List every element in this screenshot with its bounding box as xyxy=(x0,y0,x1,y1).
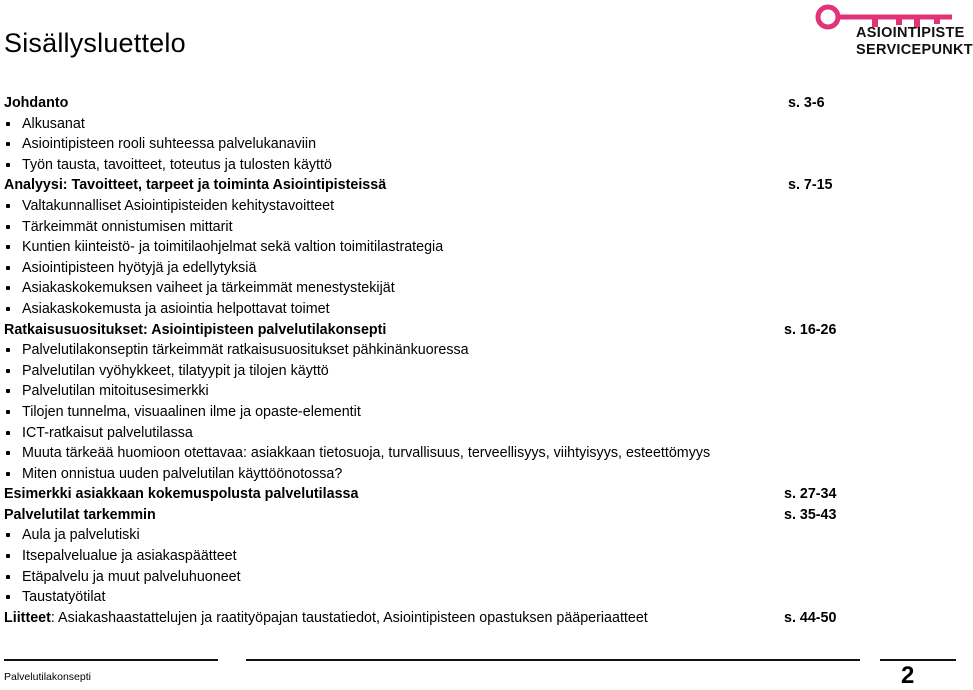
toc-item[interactable] xyxy=(0,299,959,320)
bullet-icon xyxy=(6,595,10,599)
toc-item-label: ICT-ratkaisut palvelutilassa xyxy=(22,424,193,441)
toc-item-label: Aula ja palvelutiski xyxy=(22,527,140,544)
logo-line-1: ASIOINTIPISTE xyxy=(856,25,965,41)
bullet-icon xyxy=(6,225,10,229)
toc-item[interactable] xyxy=(0,217,959,238)
toc-pages: s. 7-15 xyxy=(788,177,833,194)
toc-item[interactable] xyxy=(0,340,959,361)
toc-item-label: Työn tausta, tavoitteet, toteutus ja tulosten käyttö xyxy=(22,156,332,173)
toc-item[interactable] xyxy=(0,423,959,444)
toc-item-label: Palvelutilakonseptin tärkeimmät ratkaisusuositukset pähkinänkuoressa xyxy=(22,342,469,359)
toc-item[interactable] xyxy=(0,443,959,464)
toc-item-label: Alkusanat xyxy=(22,115,85,132)
page-title: Sisällysluettelo xyxy=(4,28,186,58)
toc-item[interactable] xyxy=(0,361,959,382)
toc-item[interactable] xyxy=(0,278,959,299)
bullet-icon xyxy=(6,472,10,476)
footer-divider xyxy=(4,659,218,661)
toc-item-label: Valtakunnalliset Asiointipisteiden kehitystavoitteet xyxy=(22,197,335,214)
toc-pages: s. 16-26 xyxy=(784,321,837,338)
toc-item[interactable] xyxy=(0,155,959,176)
toc-heading[interactable] xyxy=(0,484,959,505)
toc-item-label: Tärkeimmät onnistumisen mittarit xyxy=(22,218,233,235)
toc-item[interactable] xyxy=(0,402,959,423)
bullet-icon xyxy=(6,369,10,373)
toc-item-label: Kuntien kiinteistö- ja toimitilaohjelmat sekä valtion toimitilastrategia xyxy=(22,239,444,256)
toc-item-label: Palvelutilan vyöhykkeet, tilatyypit ja tilojen käyttö xyxy=(22,362,329,379)
bullet-icon xyxy=(6,122,10,126)
toc-pages: s. 44-50 xyxy=(784,609,837,626)
toc-item[interactable] xyxy=(0,196,959,217)
toc-item-label: Taustatyötilat xyxy=(22,589,106,606)
toc-heading-label: Ratkaisusuositukset: Asiointipisteen palvelutilakonsepti xyxy=(4,321,387,338)
toc-heading-label: Analyysi: Tavoitteet, tarpeet ja toiminta Asiointipisteissä xyxy=(4,177,387,194)
bullet-icon xyxy=(6,554,10,558)
bullet-icon xyxy=(6,451,10,455)
toc-heading[interactable] xyxy=(0,505,959,526)
toc-item[interactable] xyxy=(0,546,959,567)
toc-pages: s. 3-6 xyxy=(788,95,825,111)
toc-item-label: Etäpalvelu ja muut palveluhuoneet xyxy=(22,568,241,585)
toc-item[interactable] xyxy=(0,567,959,588)
toc-heading-label: Esimerkki asiakkaan kokemuspolusta palvelutilassa xyxy=(4,486,359,503)
toc-item[interactable] xyxy=(0,258,959,279)
logo-line-2: SERVICEPUNKT xyxy=(856,42,973,58)
toc-item[interactable] xyxy=(0,381,959,402)
toc-item[interactable] xyxy=(0,587,959,608)
toc-heading-label: Palvelutilat tarkemmin xyxy=(4,506,156,523)
table-of-contents xyxy=(0,93,959,628)
toc-item-label: Asiointipisteen rooli suhteessa palvelukanaviin xyxy=(22,136,317,153)
footer-divider xyxy=(880,659,956,661)
toc-item-label: Miten onnistua uuden palvelutilan käyttöönotossa? xyxy=(22,465,343,482)
toc-item-label: Muuta tärkeää huomioon otettavaa: asiakkaan tietosuoja, turvallisuus, terveellisyys, viihtyisyys, esteettömyys xyxy=(22,445,711,462)
bullet-icon xyxy=(6,533,10,537)
bullet-icon xyxy=(6,307,10,311)
toc-pages: s. 27-34 xyxy=(784,486,837,503)
toc-heading[interactable] xyxy=(0,93,959,114)
footer-label: Palvelutilakonsepti xyxy=(4,671,91,683)
toc-item-label: Asiointipisteen hyötyjä ja edellytyksiä xyxy=(22,259,257,276)
toc-item[interactable] xyxy=(0,114,959,135)
toc-heading-attachments[interactable] xyxy=(0,608,959,629)
toc-heading[interactable] xyxy=(0,320,959,341)
attachments-label: Liitteet xyxy=(4,609,51,626)
bullet-icon xyxy=(6,286,10,290)
bullet-icon xyxy=(6,163,10,167)
toc-pages: s. 35-43 xyxy=(784,506,837,523)
toc-item[interactable] xyxy=(0,464,959,485)
page-number: 2 xyxy=(901,662,915,689)
toc-item-label: Asiakaskokemusta ja asiointia helpottavat toimet xyxy=(22,300,330,317)
bullet-icon xyxy=(6,431,10,435)
bullet-icon xyxy=(6,410,10,414)
toc-item[interactable] xyxy=(0,134,959,155)
bullet-icon xyxy=(6,204,10,208)
toc-item[interactable] xyxy=(0,237,959,258)
toc-heading-label xyxy=(4,608,648,629)
toc-item-label: Itsepalvelualue ja asiakaspäätteet xyxy=(22,548,237,565)
toc-item-label: Tilojen tunnelma, visuaalinen ilme ja opaste-elementit xyxy=(22,403,361,420)
toc-item-label: Asiakaskokemuksen vaiheet ja tärkeimmät menestystekijät xyxy=(22,280,395,297)
toc-heading[interactable] xyxy=(0,175,959,196)
bullet-icon xyxy=(6,142,10,146)
bullet-icon xyxy=(6,266,10,270)
bullet-icon xyxy=(6,389,10,393)
toc-item-label: Palvelutilan mitoitusesimerkki xyxy=(22,383,209,400)
attachments-description: : Asiakashaastattelujen ja raatityöpajan taustatiedot, Asiointipisteen opastuksen pääperiaatteet xyxy=(50,609,648,626)
bullet-icon xyxy=(6,245,10,249)
footer-divider xyxy=(246,659,860,661)
toc-heading-label: Johdanto xyxy=(4,95,69,111)
bullet-icon xyxy=(6,575,10,579)
toc-item[interactable] xyxy=(0,525,959,546)
bullet-icon xyxy=(6,348,10,352)
asiointipiste-logo xyxy=(812,2,973,62)
